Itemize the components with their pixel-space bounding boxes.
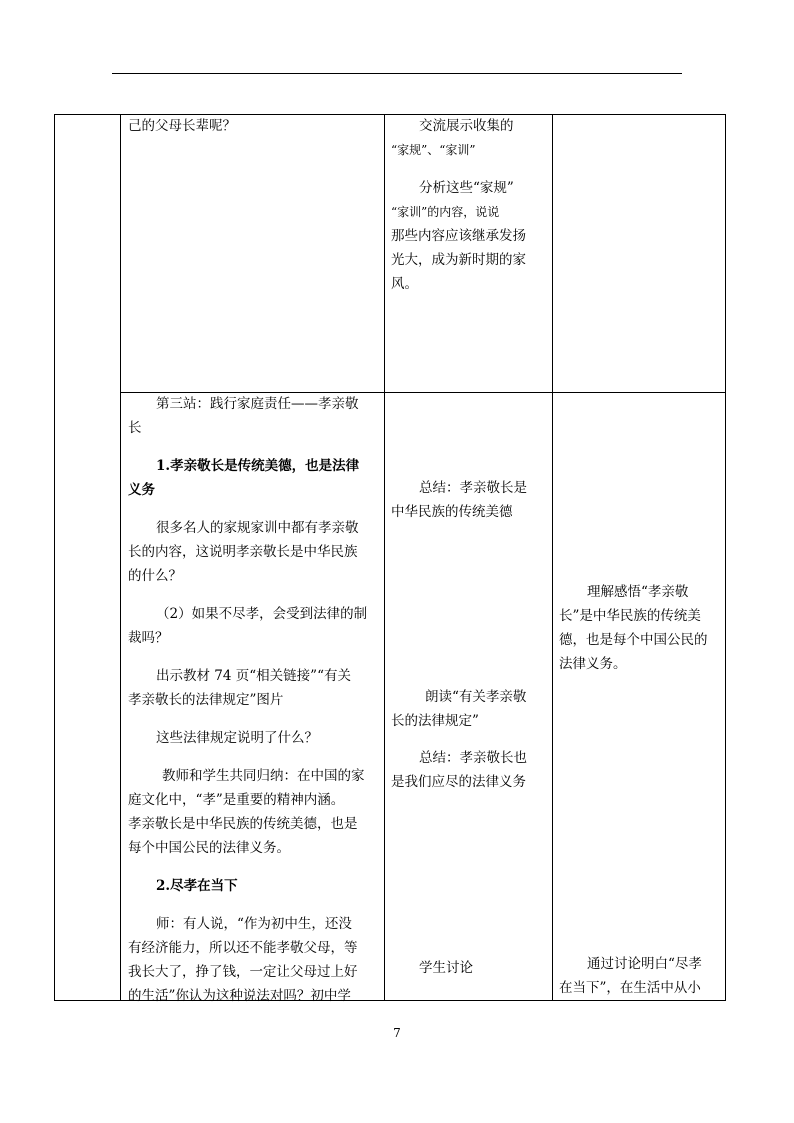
- content-line: 有经济能力，所以还不能孝敬父母，等: [128, 940, 358, 956]
- content-line: 这些法律规定说明了什么？: [156, 730, 318, 746]
- content-line: 裁吗？: [128, 630, 169, 646]
- content-line: 出示教材 74 页“相关链接”“有关: [156, 668, 351, 684]
- row2-intent-block-1: [559, 580, 723, 676]
- student-line: 长的法律规定”: [391, 713, 479, 729]
- content-line: （2）如果不尽孝，会受到法律的制: [156, 606, 368, 622]
- content-line: 长的内容，这说明孝亲敬长是中华民族: [128, 544, 358, 560]
- student-line: 朗读“有关孝亲敬: [425, 689, 527, 705]
- intent-line: 在当下”，在生活中从小: [559, 980, 701, 996]
- table-border-left: [54, 114, 55, 1000]
- content-line: 教师和学生共同归纳：在中国的家: [162, 768, 365, 784]
- content-line: 的生活”你认为这种说法对吗？初中学: [128, 988, 351, 1004]
- student-line: 分析这些“家规”: [419, 180, 514, 196]
- section-heading: 2.尽孝在当下: [156, 878, 238, 894]
- header-rule: [112, 73, 682, 74]
- student-line: “家规”、“家训”: [391, 143, 476, 157]
- student-line: 那些内容应该继承发扬: [391, 228, 526, 244]
- content-line: 孝亲敬长的法律规定”图片: [128, 692, 284, 708]
- row2-student-block-4: [391, 956, 549, 980]
- student-line: 是我们应尽的法律义务: [391, 774, 526, 790]
- row1-content-line: 己的父母长辈呢？: [128, 118, 236, 134]
- student-line: 中华民族的传统美德: [391, 504, 513, 520]
- student-line: 交流展示收集的: [419, 118, 514, 134]
- student-line: 学生讨论: [419, 960, 473, 976]
- section-heading: 1.孝亲敬长是传统美德，也是法律: [156, 458, 360, 474]
- station-title: 第三站：践行家庭责任——孝亲敬: [156, 396, 359, 412]
- content-line: 很多名人的家规家训中都有孝亲敬: [156, 520, 359, 536]
- page-number: 7: [393, 1026, 401, 1040]
- content-line: 庭文化中，“孝”是重要的精神内涵。: [128, 792, 345, 808]
- intent-line: 通过讨论明白“尽孝: [587, 956, 702, 972]
- intent-line: 德，也是每个中国公民的: [559, 632, 708, 648]
- station-title: 长: [128, 420, 142, 436]
- row2-student-block-3: [391, 746, 549, 794]
- content-line: 的什么？: [128, 568, 182, 584]
- intent-line: 长”是中华民族的传统美: [559, 608, 701, 624]
- content-line: 师：有人说，“作为初中生，还没: [156, 916, 352, 932]
- table-border-right: [725, 114, 726, 1000]
- row1-student-cell: [391, 114, 549, 296]
- student-line: 总结：孝亲敬长是: [419, 480, 527, 496]
- row2-student-block-1: [391, 476, 549, 524]
- table-divider-1: [120, 114, 121, 1000]
- table-divider-2: [384, 114, 385, 1000]
- row2-content-cell: [128, 392, 380, 1008]
- student-line: 总结：孝亲敬长也: [419, 750, 527, 766]
- student-line: “家训”的内容，说说: [391, 205, 500, 219]
- intent-line: 理解感悟“孝亲敬: [587, 584, 689, 600]
- content-line: 每个中国公民的法律义务。: [128, 840, 290, 856]
- intent-line: 法律义务。: [559, 656, 627, 672]
- student-line: 光大，成为新时期的家: [391, 252, 526, 268]
- row2-student-block-2: [391, 685, 549, 733]
- student-line: 风。: [391, 276, 418, 292]
- content-line: 我长大了，挣了钱，一定让父母过上好: [128, 964, 358, 980]
- table-divider-3: [552, 114, 553, 1000]
- row1-content-cell: [128, 114, 378, 138]
- content-line: 孝亲敬长是中华民族的传统美德，也是: [128, 816, 358, 832]
- row2-intent-block-2: [559, 952, 723, 1000]
- section-heading: 义务: [128, 482, 155, 498]
